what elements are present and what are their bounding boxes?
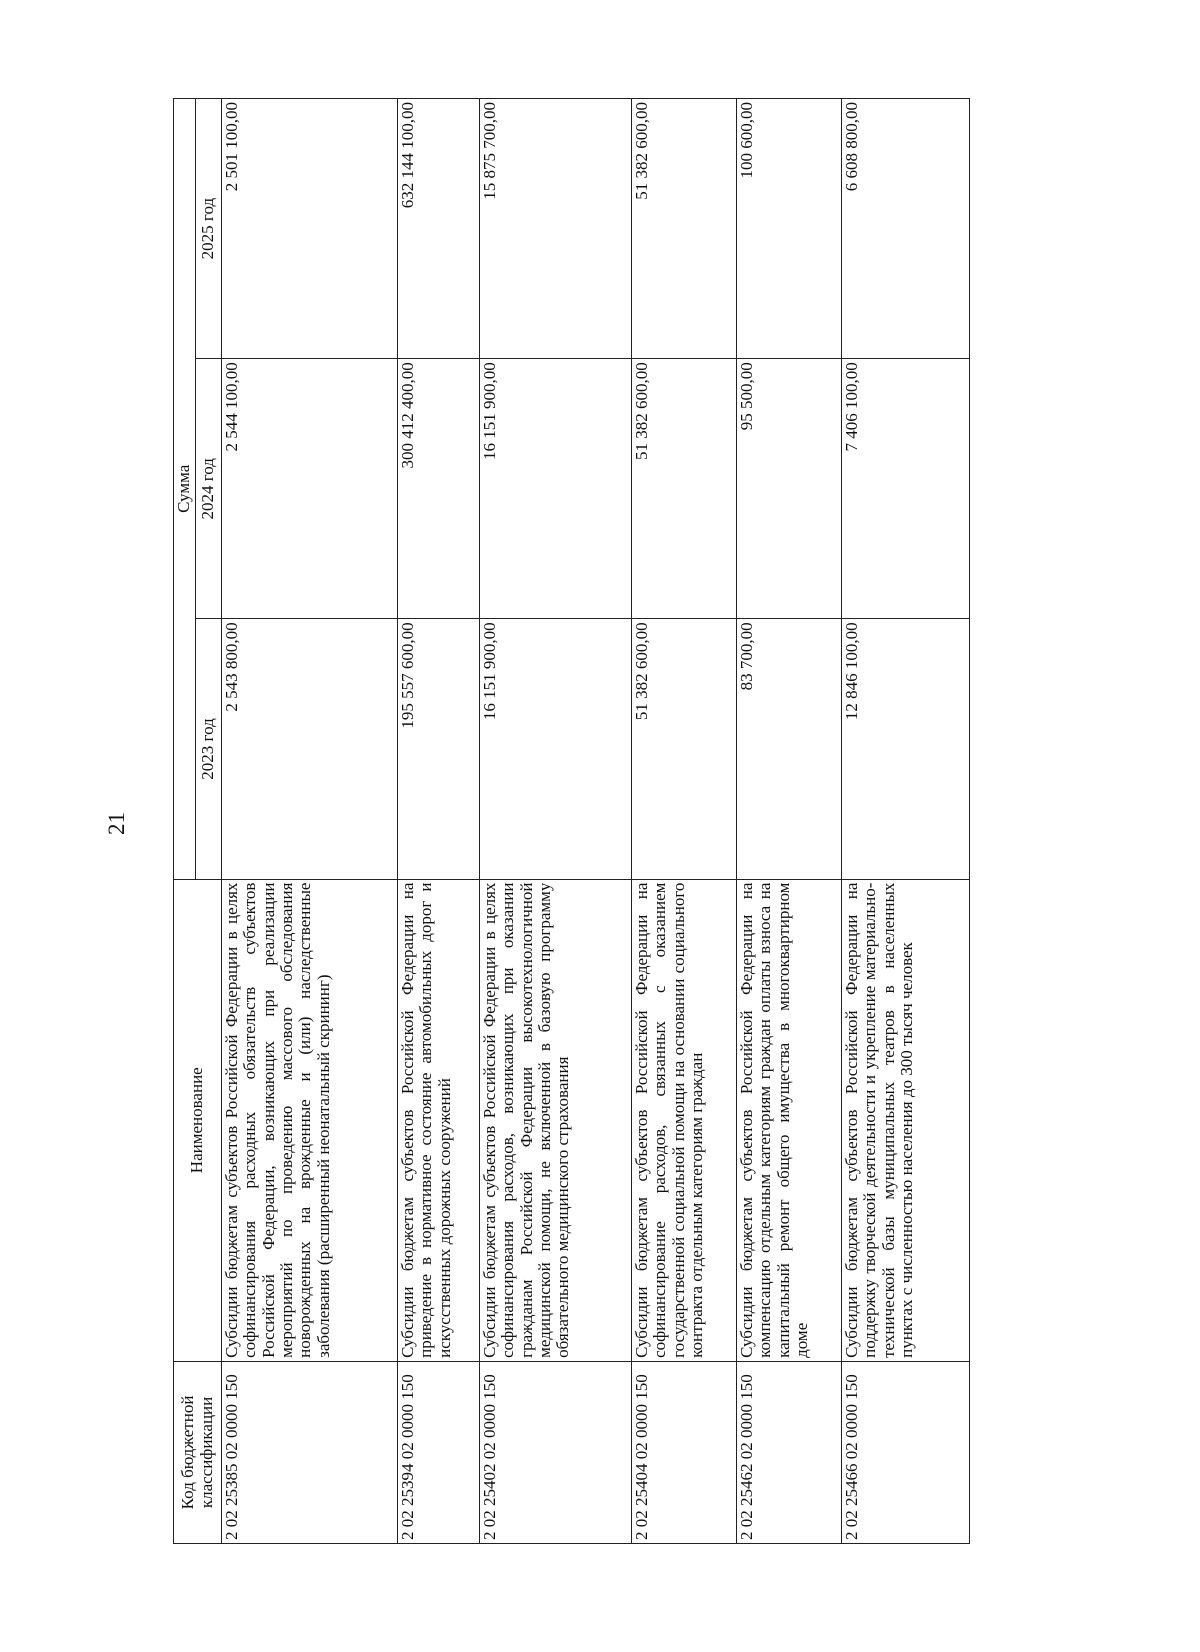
sum-2024-cell: 51 382 600,00 — [632, 359, 737, 619]
table-row — [842, 99, 970, 1544]
code-cell: 2 02 25462 02 0000 150 — [737, 1361, 842, 1543]
code-cell: 2 02 25394 02 0000 150 — [398, 1361, 480, 1543]
code-cell: 2 02 25404 02 0000 150 — [632, 1361, 737, 1543]
name-cell: Субсидии бюджетам субъектов Российской Федерации на приведение в нормативное состояние автомобильных дорог и искусственных дорожных сооружений — [398, 879, 480, 1361]
sum-2025-cell: 632 144 100,00 — [398, 99, 480, 359]
sum-2025-cell: 51 382 600,00 — [632, 99, 737, 359]
sum-2023-cell: 51 382 600,00 — [632, 619, 737, 879]
budget-table — [173, 98, 970, 1544]
sum-2023-cell: 16 151 900,00 — [480, 619, 632, 879]
sum-2023-cell: 2 543 800,00 — [222, 619, 398, 879]
name-cell: Субсидии бюджетам субъектов Российской Федерации в целях софинансирования расходных обязательств субъектов Российской Федерации, возникающих при реализации мероприятий по проведению массового обследования новорожденных на врожденные и (или) наследственные заболевания (расширенный неонатальный скрининг) — [222, 879, 398, 1361]
sum-2025-cell: 6 608 800,00 — [842, 99, 970, 359]
code-cell: 2 02 25385 02 0000 150 — [222, 1361, 398, 1543]
sum-2025-cell: 2 501 100,00 — [222, 99, 398, 359]
table-row — [632, 99, 737, 1544]
table-row — [737, 99, 842, 1544]
sum-2025-cell: 15 875 700,00 — [480, 99, 632, 359]
rotated-table-container — [173, 98, 1037, 1544]
code-cell: 2 02 25466 02 0000 150 — [842, 1361, 970, 1543]
name-cell: Субсидии бюджетам субъектов Российской Федерации на поддержку творческой деятельности и укрепление материально-технической базы муниципальных театров в населенных пунктах с численностью населения до 300 тысяч человек — [842, 879, 970, 1361]
table-row — [480, 99, 632, 1544]
name-cell: Субсидии бюджетам субъектов Российской Федерации на компенсацию отдельным категориям граждан оплаты взноса на капитальный ремонт общего имущества в многоквартирном доме — [737, 879, 842, 1361]
page-number: 21 — [104, 812, 129, 835]
header-year-2023: 2023 год — [196, 619, 222, 879]
header-code: Код бюджетной классификации — [174, 1361, 222, 1543]
table-row — [398, 99, 480, 1544]
sum-2025-cell: 100 600,00 — [737, 99, 842, 359]
header-row-1 — [174, 99, 196, 1544]
sum-2024-cell: 95 500,00 — [737, 359, 842, 619]
name-cell: Субсидии бюджетам субъектов Российской Федерации в целях софинансирования расходов, возникающих при оказании гражданам Российской Федерации высокотехнологичной медицинской помощи, не включенной в базовую программу обязательного медицинского страхования — [480, 879, 632, 1361]
sum-2024-cell: 16 151 900,00 — [480, 359, 632, 619]
sum-2024-cell: 2 544 100,00 — [222, 359, 398, 619]
sum-2023-cell: 195 557 600,00 — [398, 619, 480, 879]
header-year-2025: 2025 год — [196, 99, 222, 359]
sum-2024-cell: 300 412 400,00 — [398, 359, 480, 619]
sum-2023-cell: 83 700,00 — [737, 619, 842, 879]
header-name: Наименование — [174, 879, 222, 1361]
name-cell: Субсидии бюджетам субъектов Российской Федерации на софинансирование расходов, связанных с оказанием государственной социальной помощи на основании социального контракта отдельным категориям граждан — [632, 879, 737, 1361]
header-sum: Сумма — [174, 99, 196, 880]
header-year-2024: 2024 год — [196, 359, 222, 619]
sum-2023-cell: 12 846 100,00 — [842, 619, 970, 879]
sum-2024-cell: 7 406 100,00 — [842, 359, 970, 619]
code-cell: 2 02 25402 02 0000 150 — [480, 1361, 632, 1543]
table-row — [222, 99, 398, 1544]
